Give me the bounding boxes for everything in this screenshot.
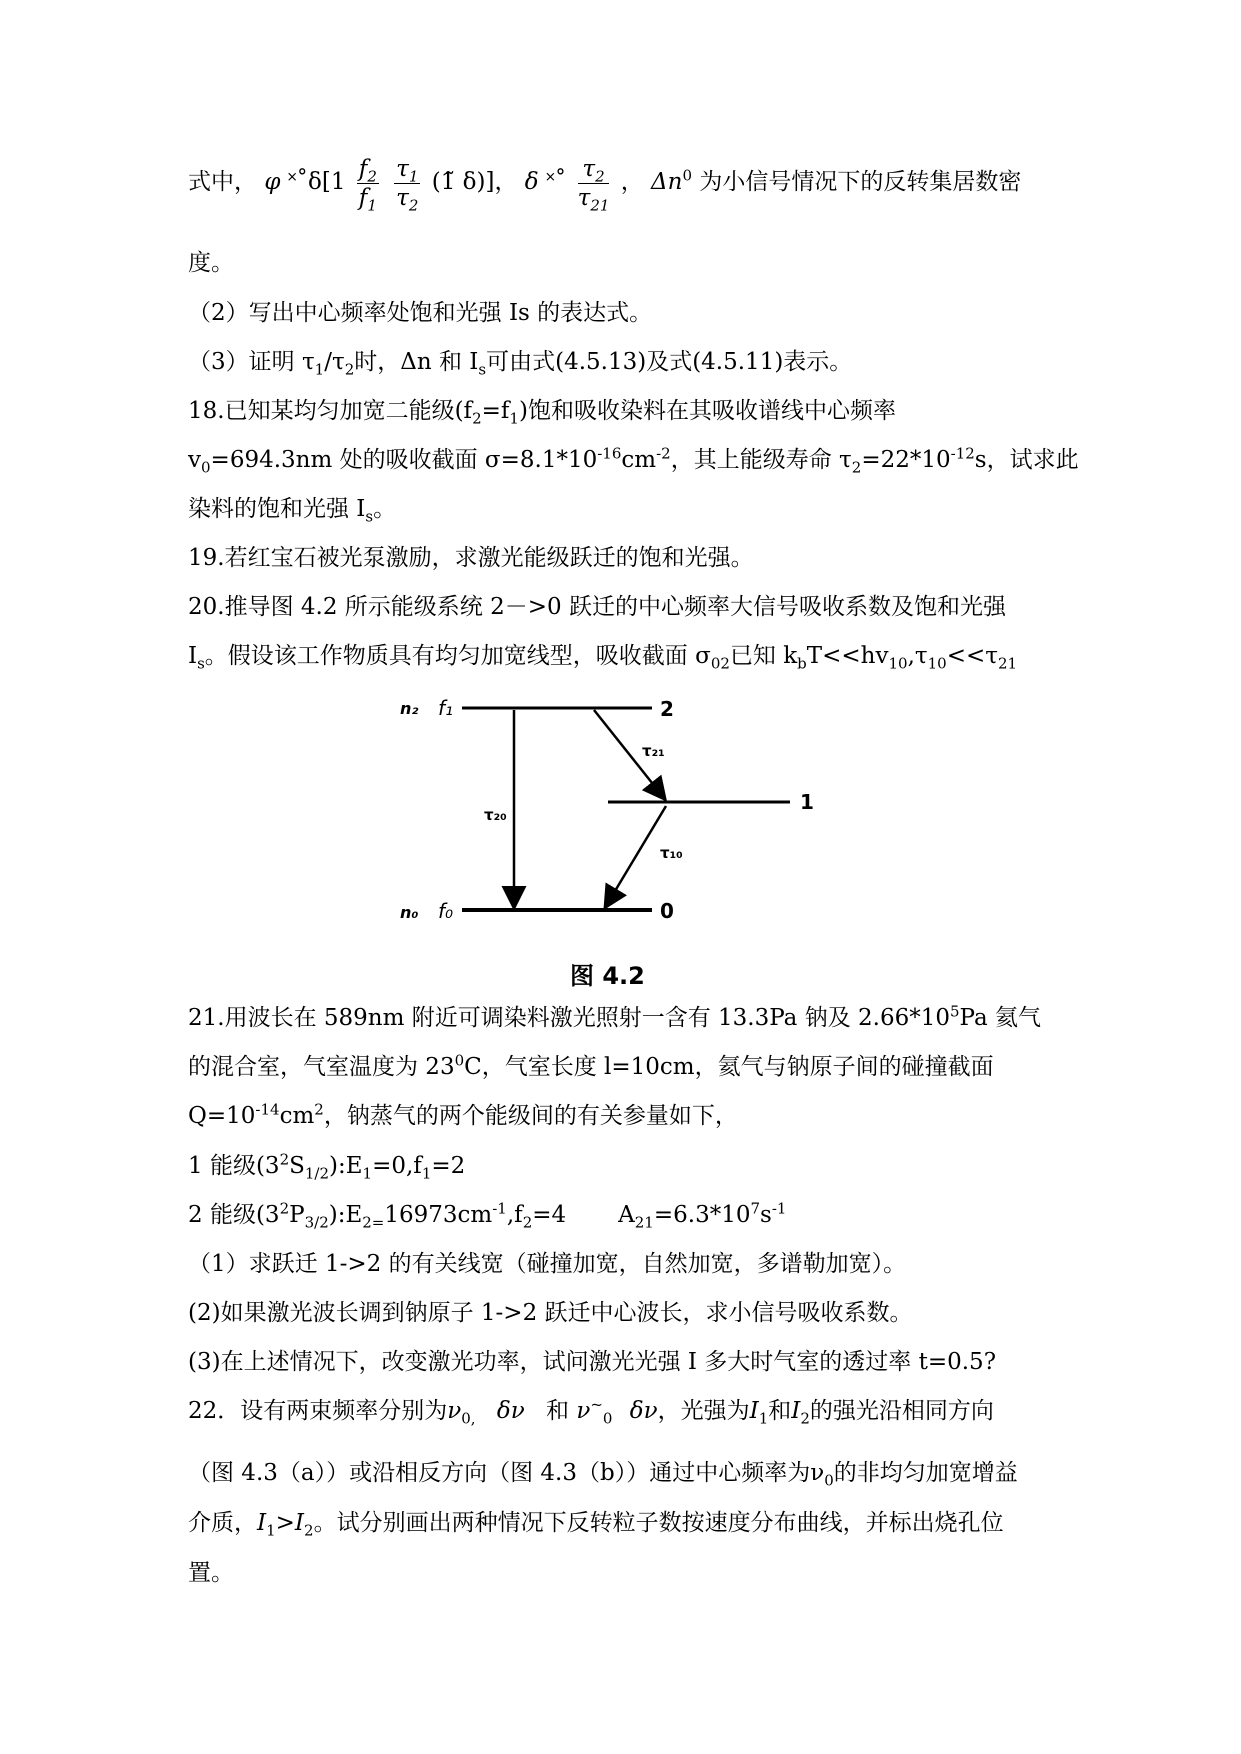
line-19 — [188, 1396, 994, 1426]
l10-part-a: I — [188, 643, 198, 669]
sub: 1 — [266, 1521, 276, 1540]
f1-sub: 1 — [367, 196, 377, 215]
line-13 — [188, 1101, 738, 1131]
l14-part-b: S — [289, 1153, 305, 1179]
l7-part-a: 染料的饱和光强 I — [188, 496, 366, 522]
sub: 10 — [888, 654, 908, 673]
l11-part-a: 21.用波长在 589nm 附近可调染料激光照射一含有 13.3Pa 钠及 2.66*10 — [188, 1005, 950, 1031]
sub: 0 — [201, 458, 211, 477]
l4-part-c: 时，Δn 和 I — [354, 349, 479, 375]
line-8: 19.若红宝石被光泵激励，求激光能级跃迁的饱和光强。 — [188, 545, 754, 571]
sub: 1 — [314, 360, 325, 379]
sub: 1 — [758, 1409, 769, 1428]
sup: ~ — [590, 1395, 603, 1414]
l4-part-b: /τ — [324, 349, 345, 375]
nu0-symbol-2: ν — [576, 1398, 591, 1424]
l21-part-e: 。试分别画出两种情况下反转粒子数按速度分布曲线，并标出烧孔位 — [313, 1510, 1004, 1536]
l15-part-f: =4 — [532, 1202, 567, 1228]
sup: -12 — [950, 444, 975, 463]
label-level-2: 2 — [660, 697, 674, 721]
line-14 — [188, 1151, 465, 1181]
f2-sub: 2 — [367, 167, 377, 186]
sub: 21 — [997, 654, 1018, 673]
nu0-symbol: ν — [447, 1398, 462, 1424]
l5-part-a: 18.已知某均匀加宽二能级(f — [188, 398, 473, 424]
label-tau20: τ₂₀ — [484, 806, 507, 824]
comma: ， — [620, 169, 644, 195]
tau21-sub: 21 — [590, 196, 610, 215]
l19-and: 和 — [546, 1398, 570, 1424]
sup: -2 — [656, 444, 671, 463]
l19-part-a: 22．设有两束频率分别为 — [188, 1398, 448, 1424]
label-level-1: 1 — [800, 790, 814, 814]
sub: 1 — [421, 1164, 432, 1183]
text-suffix: 为小信号情况下的反转集居数密 — [699, 169, 1022, 195]
sup: 2 — [314, 1100, 324, 1119]
sub: 2 — [344, 360, 355, 379]
line-9: 20.推导图 4.2 所示能级系统 2－>0 跃迁的中心频率大信号吸收系数及饱和光强 — [188, 594, 1006, 620]
I2-symbol: I — [294, 1510, 305, 1536]
tau2-sub: 2 — [408, 196, 419, 215]
l10-part-e: ,τ — [907, 643, 928, 669]
l19-part-k: 的强光沿相同方向 — [809, 1398, 994, 1424]
I1-symbol: I — [749, 1398, 759, 1424]
l6-part-b: =694.3nm 处的吸收截面 σ=8.1*10 — [210, 447, 598, 473]
phi-definition-b: (1̃ δ)]， — [431, 169, 518, 195]
l5-part-b: =f — [481, 398, 510, 424]
l20-part-b: 的非均匀加宽增益 — [833, 1460, 1018, 1486]
label-f2: f₁ — [438, 696, 454, 720]
line-3: （2）写出中心频率处饱和光强 Is 的表达式。 — [188, 300, 653, 326]
line-18: (3)在上述情况下，改变激光功率，试问激光光强 I 多大时气室的透过率 t=0.5? — [188, 1349, 997, 1375]
line-7 — [188, 494, 396, 524]
fraction-tau1-tau2 — [394, 155, 420, 215]
l14-part-e: =2 — [431, 1153, 466, 1179]
l13-part-b: cm — [279, 1103, 315, 1129]
line-20 — [188, 1458, 1018, 1488]
sub: 1/2 — [304, 1164, 330, 1183]
delta-definition: ˟˚ — [545, 169, 567, 195]
sub: 02 — [710, 654, 730, 673]
l10-part-d: T<<hv — [806, 643, 889, 669]
delta-symbol: δ — [524, 169, 539, 195]
label-tau21: τ₂₁ — [642, 742, 665, 760]
f2-symbol: f — [358, 155, 368, 182]
label-n2: n₂ — [400, 699, 419, 718]
line-4 — [188, 347, 852, 377]
sub: 0, — [461, 1409, 476, 1428]
sub: 3/2 — [304, 1213, 329, 1232]
sup: 2 — [279, 1199, 290, 1218]
line-17: (2)如果激光波长调到钠原子 1->2 跃迁中心波长，求小信号吸收系数。 — [188, 1300, 913, 1326]
sub: 1 — [509, 409, 519, 428]
f1-symbol: f — [358, 184, 368, 211]
line-16: （1）求跃迁 1->2 的有关线宽（碰撞加宽，自然加宽，多谱勒加宽）。 — [188, 1251, 907, 1277]
sub: 21 — [634, 1213, 654, 1232]
l4-part-a: （3）证明 τ — [188, 349, 315, 375]
l12-part-a: 的混合室，气室温度为 23 — [188, 1054, 455, 1080]
sup: 2 — [279, 1150, 290, 1169]
l14-part-d: =0,f — [372, 1153, 422, 1179]
label-tau10: τ₁₀ — [660, 844, 683, 862]
sub: b — [797, 654, 807, 673]
l19-part-g: ，光强为 — [657, 1398, 750, 1424]
line-12 — [188, 1052, 994, 1082]
l21-part-a: 介质， — [188, 1510, 257, 1536]
delta-n0-symbol: Δn — [651, 169, 683, 195]
sub: 2= — [362, 1213, 385, 1232]
sub: 2 — [522, 1213, 533, 1232]
sub: s — [478, 360, 487, 379]
l6-part-c: cm — [621, 447, 657, 473]
l15-part-b: P — [289, 1202, 305, 1228]
l6-part-a: v — [188, 447, 201, 473]
l4-part-d: 可由式(4.5.13)及式(4.5.11)表示。 — [486, 349, 853, 375]
delta-nu-symbol-2: δν — [629, 1398, 658, 1424]
sub: 0 — [602, 1409, 613, 1428]
l10-part-f: <<τ — [946, 643, 998, 669]
line-22: 置。 — [188, 1560, 234, 1586]
l6-part-e: =22*10 — [861, 447, 951, 473]
l10-part-b: 。假设该工作物质具有均匀加宽线型，吸收截面 σ — [204, 643, 711, 669]
delta-n0-sup: 0 — [682, 166, 693, 185]
l6-part-d: ，其上能级寿命 τ — [670, 447, 852, 473]
formula-line — [188, 152, 1022, 215]
l10-part-c: 已知 k — [729, 643, 798, 669]
line-21 — [188, 1508, 1004, 1538]
sup: -14 — [255, 1100, 280, 1119]
tau2-symbol: τ — [396, 184, 409, 211]
l14-part-a: 1 能级(3 — [188, 1153, 280, 1179]
gt-symbol: > — [275, 1510, 295, 1536]
sub: 0 — [824, 1471, 834, 1490]
l7-part-b: 。 — [373, 496, 397, 522]
l14-part-c: ):E — [329, 1153, 363, 1179]
l5-part-c: )饱和吸收染料在其吸收谱线中心频率 — [518, 398, 896, 424]
l20-part-a: （图 4.3（a））或沿相反方向（图 4.3（b））通过中心频率为ν — [188, 1460, 825, 1486]
sup: -16 — [597, 444, 622, 463]
line-5 — [188, 396, 896, 426]
line-2: 度。 — [188, 250, 234, 276]
l15-part-g: A — [618, 1202, 635, 1228]
fraction-tau2-tau21 — [577, 155, 610, 215]
sup: -1 — [492, 1199, 507, 1218]
delta-nu-symbol: δν — [496, 1398, 525, 1424]
line-11 — [188, 1003, 1041, 1033]
label-f0: f₀ — [438, 899, 454, 923]
sub: s — [365, 507, 374, 526]
l13-part-c: ，钠蒸气的两个能级间的有关参量如下， — [323, 1103, 738, 1129]
text-prefix: 式中， — [188, 169, 257, 195]
tau21-symbol: τ — [577, 184, 591, 211]
tau1-sub: 1 — [408, 167, 419, 186]
sup: 0 — [454, 1051, 465, 1070]
phi-symbol: φ — [264, 169, 281, 195]
I1-symbol: I — [257, 1510, 267, 1536]
line-15 — [188, 1200, 786, 1230]
l15-part-h: =6.3*10 — [653, 1202, 751, 1228]
label-n0: n₀ — [400, 903, 419, 922]
figure-caption: 图 4.2 — [570, 962, 645, 990]
sup: 7 — [750, 1199, 761, 1218]
fraction-f2-f1 — [357, 155, 379, 215]
sub: 2 — [304, 1521, 314, 1540]
l15-part-a: 2 能级(3 — [188, 1202, 280, 1228]
sub: s — [197, 654, 205, 673]
arrow-1-to-0 — [606, 806, 666, 906]
tau1-symbol: τ — [396, 155, 409, 182]
label-level-0: 0 — [660, 899, 674, 923]
sub: 2 — [800, 1409, 810, 1428]
tau2b-sub: 2 — [595, 167, 605, 186]
sub: 1 — [362, 1164, 373, 1183]
l19-part-i: 和 — [768, 1398, 792, 1424]
l13-part-a: Q=10 — [188, 1103, 256, 1129]
l6-part-f: s，试求此 — [974, 447, 1079, 473]
energy-level-diagram — [390, 688, 830, 948]
sub: 2 — [472, 409, 482, 428]
sub: 10 — [927, 654, 947, 673]
line-6 — [188, 445, 1079, 475]
tau2b-symbol: τ — [582, 155, 596, 182]
sup: 5 — [950, 1002, 960, 1021]
line-10 — [188, 641, 1017, 671]
phi-definition-a: ˟˚δ[1 — [287, 169, 346, 195]
l11-part-b: Pa 氦气 — [959, 1005, 1042, 1031]
l15-part-c: ):E — [328, 1202, 363, 1228]
l12-part-b: C，气室长度 l=10cm，氦气与钠原子间的碰撞截面 — [464, 1054, 994, 1080]
l15-part-e: ,f — [506, 1202, 523, 1228]
l15-part-d: 16973cm — [384, 1202, 493, 1228]
sub: 2 — [851, 458, 862, 477]
l15-part-i: s — [760, 1202, 772, 1228]
I2-symbol: I — [791, 1398, 801, 1424]
sup: -1 — [771, 1199, 787, 1218]
